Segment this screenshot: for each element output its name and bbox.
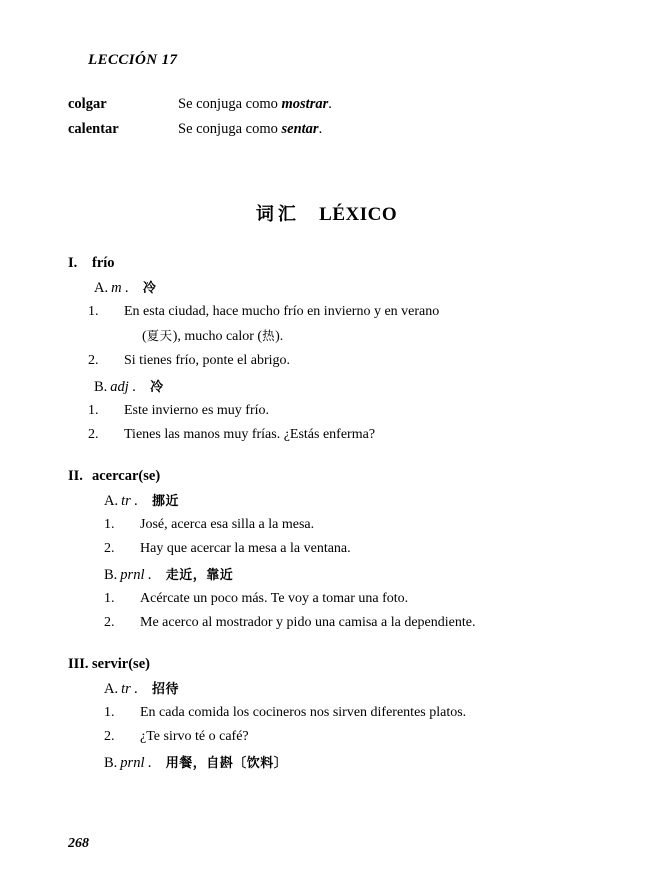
sense-letter: B. — [104, 567, 118, 583]
sense-header-line — [68, 564, 628, 587]
example-text: Hay que acercar la mesa a la ventana. — [140, 541, 351, 556]
sense-header-line — [68, 752, 628, 775]
verb-note-description-suffix: . — [318, 121, 323, 137]
example-number: 2. — [104, 729, 115, 744]
example-sentence-list — [68, 587, 628, 635]
example-chinese-gloss-2: 热 — [262, 328, 276, 343]
sense-chinese-gloss: 挪近 — [152, 494, 180, 509]
entry-numeral: II. — [68, 468, 83, 484]
sense-block — [68, 490, 628, 561]
lexicon-entry-list — [68, 252, 628, 793]
example-number: 1. — [88, 304, 99, 319]
section-title-spanish: LÉXICO — [319, 204, 398, 225]
example-text-part: ). — [275, 329, 284, 344]
verb-note-description-prefix: Se conjuga como — [178, 121, 282, 137]
example-text: ¿Te sirvo té o café? — [140, 729, 249, 744]
entry-headword: acercar(se) — [92, 468, 161, 484]
sense-part-of-speech: prnl . — [120, 755, 152, 771]
example-text: Tienes las manos muy frías. ¿Estás enferma? — [124, 427, 376, 442]
example-number: 2. — [104, 541, 115, 556]
example-number: 2. — [88, 353, 99, 368]
sense-block — [68, 376, 628, 447]
sense-block — [68, 752, 628, 775]
sense-chinese-gloss: 走近，靠近 — [165, 568, 234, 583]
example-number: 2. — [104, 615, 115, 630]
sense-block — [68, 678, 628, 749]
example-sentence — [68, 349, 628, 373]
example-sentence — [68, 611, 628, 635]
example-sentence-list — [68, 513, 628, 561]
example-text: Me acerco al mostrador y pido una camisa a la dependiente. — [140, 615, 476, 630]
example-sentence-list — [68, 399, 628, 447]
sense-part-of-speech: m . — [111, 280, 129, 296]
example-sentence — [68, 725, 628, 749]
example-text: Acércate un poco más. Te voy a tomar una foto. — [140, 591, 409, 606]
sense-letter: B. — [104, 755, 118, 771]
sense-chinese-gloss: 冷 — [150, 380, 164, 395]
example-sentence-list — [68, 701, 628, 749]
example-text: José, acerca esa silla a la mesa. — [140, 517, 315, 532]
example-chinese-gloss-1: 夏天 — [146, 328, 173, 343]
example-number: 1. — [104, 591, 115, 606]
example-text: En esta ciudad, hace mucho frío en invierno y en verano — [124, 304, 440, 319]
entry-numeral: III. — [68, 656, 89, 672]
example-number: 1. — [88, 403, 99, 418]
example-sentence — [68, 513, 628, 537]
verb-note-term: colgar — [68, 96, 107, 112]
verb-note-description — [178, 96, 332, 113]
entry-headword-line — [68, 252, 628, 274]
verb-note-row — [68, 96, 568, 121]
sense-letter: A. — [104, 681, 119, 697]
verb-note-model: sentar — [281, 121, 319, 137]
entry-headword: servir(se) — [92, 656, 150, 672]
sense-header-line — [68, 376, 628, 399]
verb-note-description-prefix: Se conjuga como — [178, 96, 282, 112]
verb-note-row — [68, 121, 568, 146]
verb-note-term: calentar — [68, 121, 119, 137]
sense-letter: A. — [94, 280, 109, 296]
example-sentence-list — [68, 300, 628, 373]
section-title — [0, 200, 653, 226]
section-title-chinese: 词汇 — [255, 204, 300, 225]
lesson-running-head: LECCIÓN 17 — [88, 52, 178, 68]
sense-header-line — [68, 678, 628, 701]
example-sentence — [68, 587, 628, 611]
example-text: Este invierno es muy frío. — [124, 403, 270, 418]
sense-chinese-gloss: 招待 — [152, 682, 180, 697]
example-sentence — [68, 300, 628, 349]
sense-header-line — [68, 277, 628, 300]
sense-header-line — [68, 490, 628, 513]
lexicon-entry — [68, 465, 628, 635]
sense-letter: B. — [94, 379, 108, 395]
entry-numeral: I. — [68, 255, 78, 271]
example-number: 2. — [88, 427, 99, 442]
sense-part-of-speech: adj . — [110, 379, 137, 395]
entry-headword-line — [68, 653, 628, 675]
sense-block — [68, 277, 628, 373]
sense-chinese-gloss: 用餐，自斟〔饮料〕 — [165, 756, 288, 771]
example-text-part: ( — [142, 329, 147, 344]
sense-part-of-speech: prnl . — [120, 567, 152, 583]
lexicon-entry — [68, 653, 628, 775]
verb-note-model: mostrar — [281, 96, 329, 112]
sense-letter: A. — [104, 493, 119, 509]
example-sentence — [68, 399, 628, 423]
example-number: 1. — [104, 517, 115, 532]
example-sentence — [68, 423, 628, 447]
sense-part-of-speech: tr . — [121, 493, 139, 509]
example-text: Si tienes frío, ponte el abrigo. — [124, 353, 291, 368]
sense-block — [68, 564, 628, 635]
verb-conjugation-notes — [68, 96, 568, 146]
verb-note-description — [178, 121, 322, 138]
example-text: En cada comida los cocineros nos sirven diferentes platos. — [140, 705, 467, 720]
verb-note-description-suffix: . — [328, 96, 332, 112]
entry-headword: frío — [92, 255, 115, 271]
example-text-part: ), mucho calor ( — [172, 329, 263, 344]
sense-chinese-gloss: 冷 — [142, 281, 157, 296]
example-sentence — [68, 537, 628, 561]
example-number: 1. — [104, 705, 115, 720]
example-continuation-line — [124, 324, 628, 349]
page-number: 268 — [68, 836, 89, 851]
entry-headword-line — [68, 465, 628, 487]
example-sentence — [68, 701, 628, 725]
sense-part-of-speech: tr . — [121, 681, 139, 697]
lexicon-entry — [68, 252, 628, 447]
